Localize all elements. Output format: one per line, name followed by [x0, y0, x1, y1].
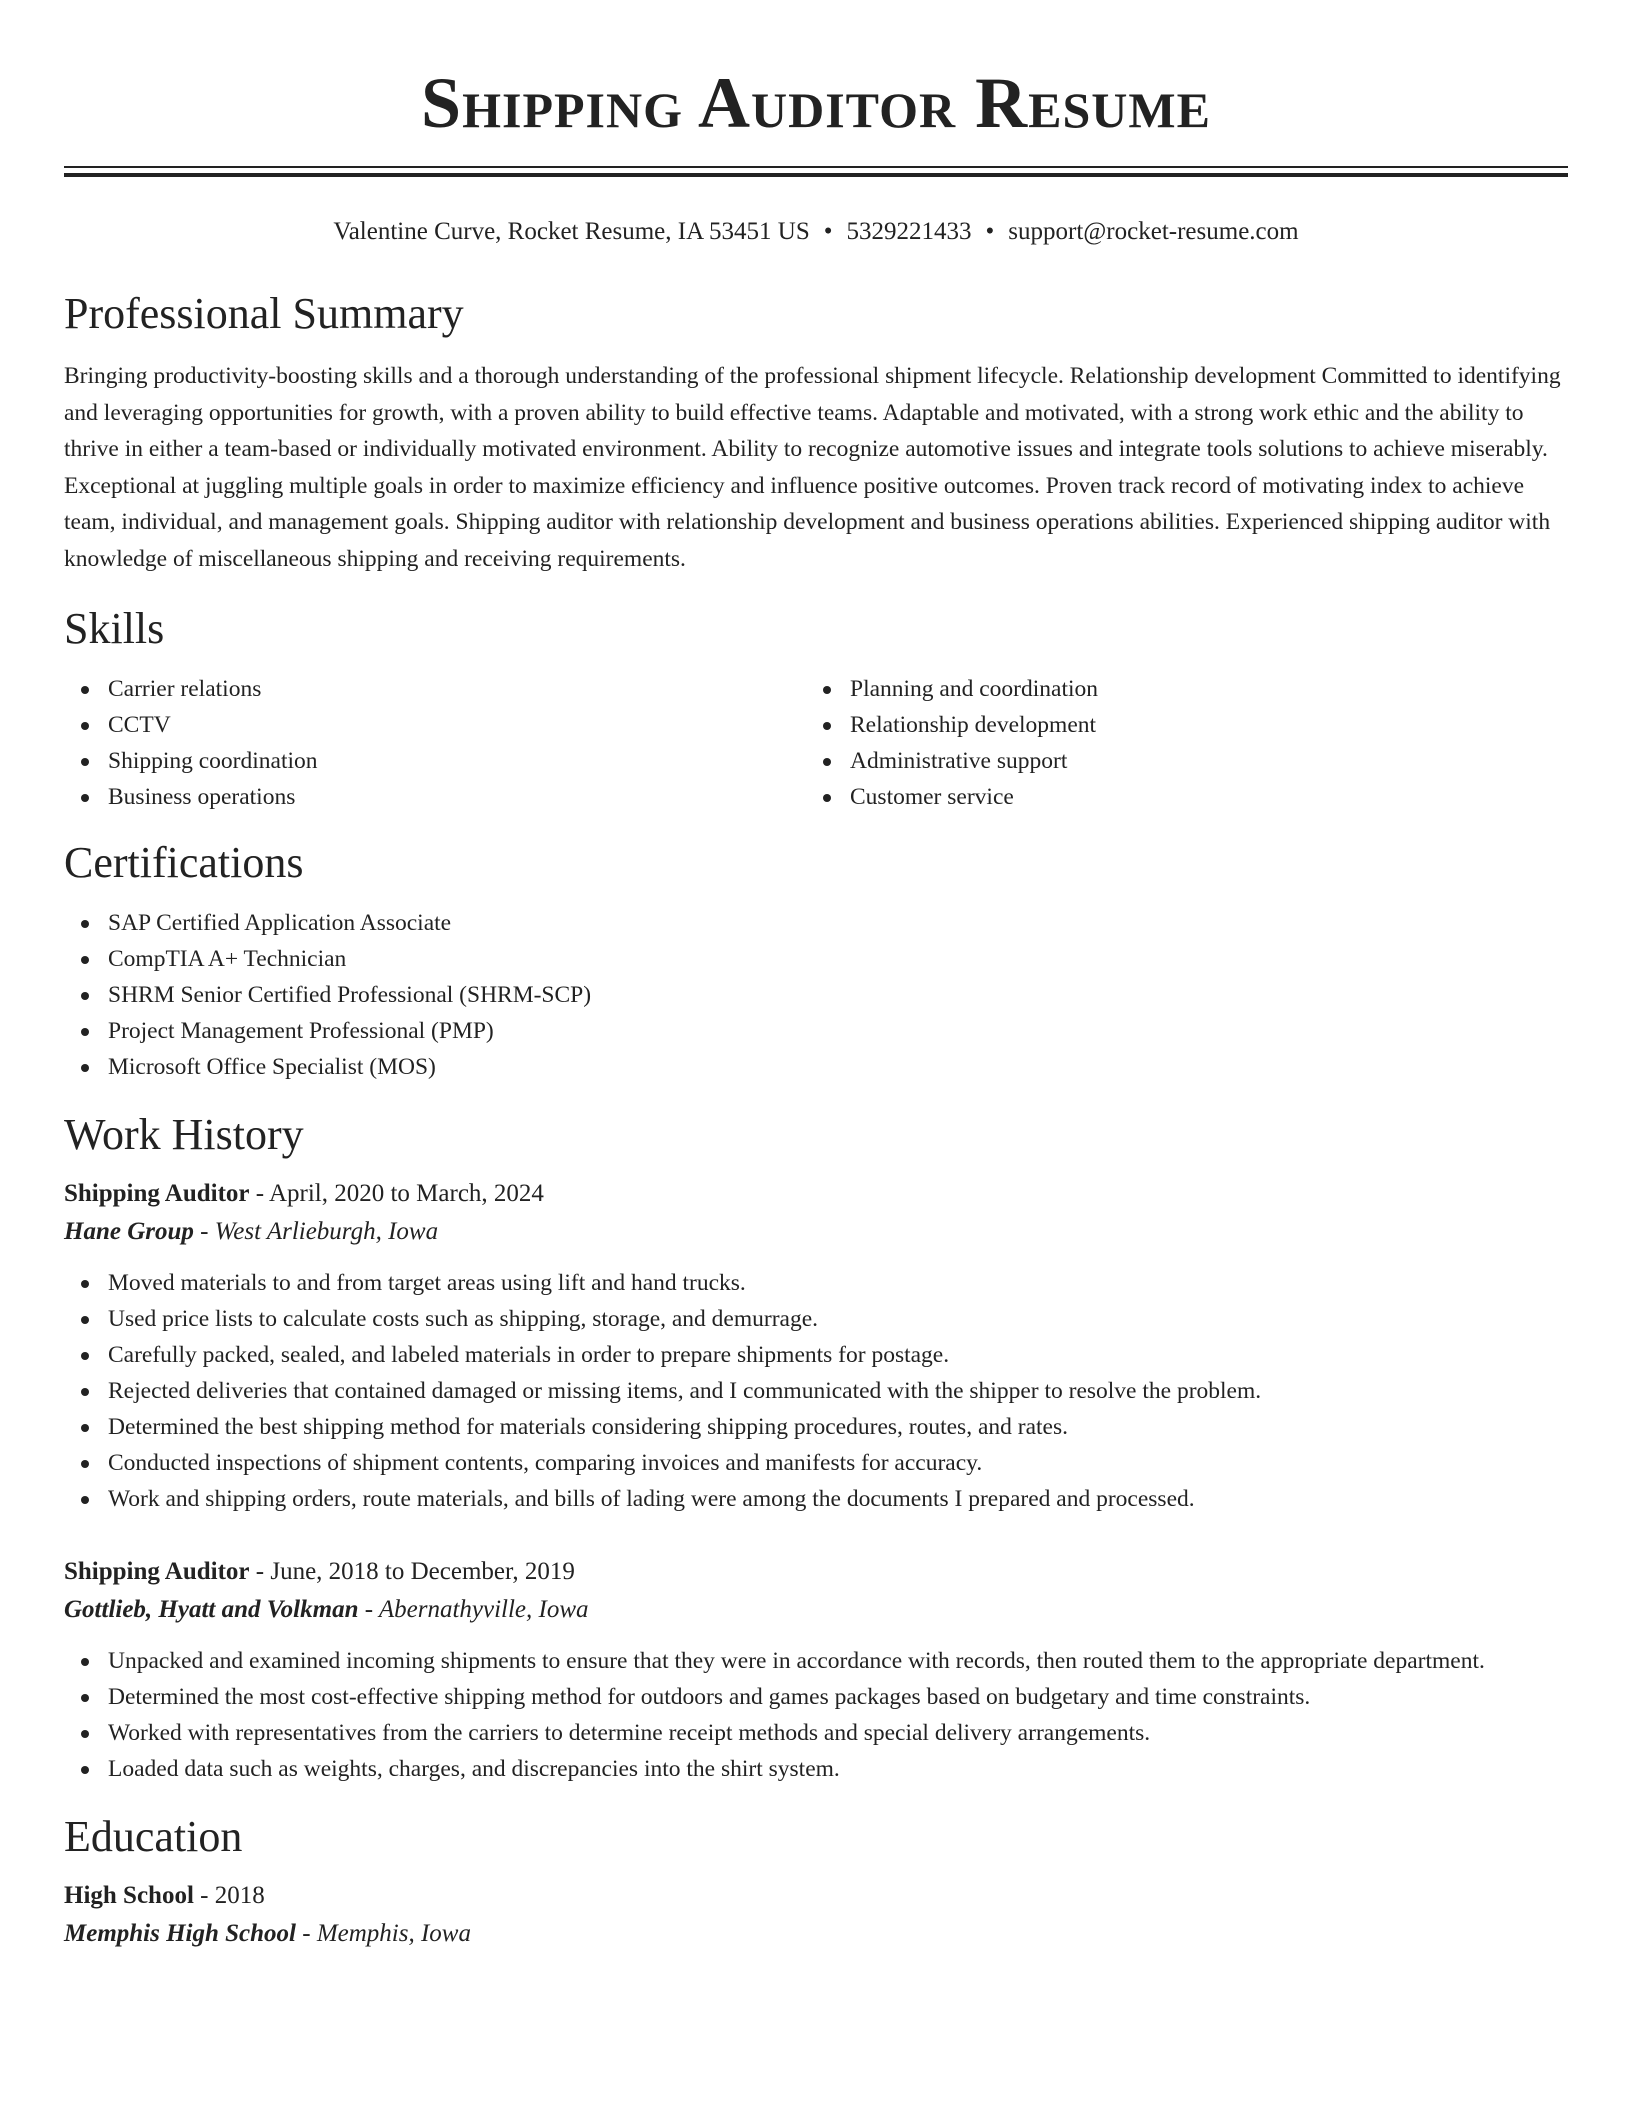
bullet-icon: [81, 992, 89, 1000]
job-entry: [64, 1553, 1568, 1787]
bullet-icon: [81, 920, 89, 928]
education-heading: Education: [64, 1812, 243, 1861]
bullet-icon: [823, 686, 831, 694]
work-history-heading: Work History: [64, 1110, 304, 1159]
certification-item: Microsoft Office Specialist (MOS): [64, 1049, 1568, 1085]
divider-thick-line: [64, 173, 1568, 177]
job-title-line: [64, 1553, 1568, 1591]
skill-item: Administrative support: [806, 743, 1548, 779]
bullet-icon: [81, 1388, 89, 1396]
job-title: Shipping Auditor: [64, 1558, 250, 1585]
bullet-icon: [81, 1280, 89, 1288]
skills-left-column: [64, 671, 806, 815]
bullet-icon: [81, 1694, 89, 1702]
education-entry: [64, 1877, 1568, 1953]
bullet-icon: [81, 1766, 89, 1774]
job-duty-item: Determined the most cost-effective shipping method for outdoors and games packages based on budgetary and time constraints.: [64, 1679, 1568, 1715]
bullet-icon: [81, 1424, 89, 1432]
skills-right-column: [806, 671, 1548, 815]
certification-item: Project Management Professional (PMP): [64, 1013, 1568, 1049]
skill-item: Customer service: [806, 779, 1548, 815]
certifications-section: [64, 835, 1568, 1085]
education-section: [64, 1809, 1568, 1953]
skills-section: [64, 601, 1568, 815]
contact-address: Valentine Curve, Rocket Resume, IA 53451 US: [333, 218, 810, 245]
certifications-heading: Certifications: [64, 838, 304, 887]
skill-item: Planning and coordination: [806, 671, 1548, 707]
job-duty-item: Conducted inspections of shipment contents, comparing invoices and manifests for accuracy.: [64, 1445, 1568, 1481]
job-title: Shipping Auditor: [64, 1180, 250, 1207]
resume-title: Shipping Auditor Resume: [421, 63, 1211, 143]
bullet-icon: [823, 794, 831, 802]
bullet-icon: [81, 1352, 89, 1360]
skill-item: Carrier relations: [64, 671, 806, 707]
skill-item: CCTV: [64, 707, 806, 743]
certifications-list: [64, 905, 1568, 1085]
job-duties-list: [64, 1265, 1568, 1517]
job-company-line: [64, 1591, 1568, 1629]
skills-heading: Skills: [64, 604, 165, 653]
job-title-line: [64, 1175, 1568, 1213]
job-duty-item: Carefully packed, sealed, and labeled materials in order to prepare shipments for postage.: [64, 1337, 1568, 1373]
bullet-icon: [81, 1316, 89, 1324]
job-company: Gottlieb, Hyatt and Volkman: [64, 1596, 359, 1623]
job-dates: - June, 2018 to December, 2019: [249, 1558, 575, 1585]
job-location: - West Arlieburgh, Iowa: [193, 1218, 439, 1245]
job-duty-item: Determined the best shipping method for materials considering shipping procedures, routes, and rates.: [64, 1409, 1568, 1445]
job-duty-item: Moved materials to and from target areas using lift and hand trucks.: [64, 1265, 1568, 1301]
contact-email: support@rocket-resume.com: [1008, 218, 1299, 245]
bullet-icon: [81, 758, 89, 766]
skill-item: Business operations: [64, 779, 806, 815]
education-year: - 2018: [193, 1882, 265, 1909]
skills-grid: [64, 671, 1568, 815]
divider-thin-line: [64, 166, 1568, 168]
education-school: Memphis High School: [64, 1920, 296, 1947]
skill-item: Shipping coordination: [64, 743, 806, 779]
job-company: Hane Group: [64, 1218, 194, 1245]
education-location: - Memphis, Iowa: [296, 1920, 471, 1947]
bullet-icon: [81, 794, 89, 802]
bullet-icon: [81, 722, 89, 730]
bullet-icon: [823, 722, 831, 730]
education-school-line: [64, 1915, 1568, 1953]
contact-phone: 5329221433: [846, 218, 972, 245]
summary-text: Bringing productivity-boosting skills and a thorough understanding of the professional shipment lifecycle. Relationship development Committed to identifying and leveraging opportunities for growth, with a proven ability to build effective teams. Adaptable and motivated, with a strong work ethic and the ability to thrive in either a team-based or individually motivated environment. Ability to recognize automotive issues and integrate tools solutions to achieve miserably. Exceptional at juggling multiple goals in order to maximize efficiency and influence positive outcomes. Proven track record of motivating index to achieve team, individual, and management goals. Shipping auditor with relationship development and business operations abilities. Experienced shipping auditor with knowledge of miscellaneous shipping and receiving requirements.: [64, 363, 1561, 572]
job-duty-item: Rejected deliveries that contained damaged or missing items, and I communicated with the shipper to resolve the problem.: [64, 1373, 1568, 1409]
bullet-icon: [81, 1496, 89, 1504]
bullet-icon: [81, 1658, 89, 1666]
bullet-icon: [81, 1460, 89, 1468]
bullet-icon: [81, 1028, 89, 1036]
certification-item: CompTIA A+ Technician: [64, 941, 1568, 977]
bullet-icon: [823, 758, 831, 766]
job-duty-item: Unpacked and examined incoming shipments to ensure that they were in accordance with records, then routed them to the appropriate department.: [64, 1643, 1568, 1679]
bullet-icon: [81, 686, 89, 694]
contact-separator: •: [823, 218, 833, 245]
summary-heading: Professional Summary: [64, 289, 464, 338]
skill-item: Relationship development: [806, 707, 1548, 743]
summary-section: [64, 286, 1568, 577]
title-divider: [64, 166, 1568, 178]
contact-separator: •: [985, 218, 995, 245]
job-dates: - April, 2020 to March, 2024: [249, 1180, 544, 1207]
certification-item: SAP Certified Application Associate: [64, 905, 1568, 941]
job-duty-item: Used price lists to calculate costs such as shipping, storage, and demurrage.: [64, 1301, 1568, 1337]
education-degree: High School: [64, 1882, 194, 1909]
certification-item: SHRM Senior Certified Professional (SHRM-SCP): [64, 977, 1568, 1013]
bullet-icon: [81, 1730, 89, 1738]
job-location: - Abernathyville, Iowa: [358, 1596, 589, 1623]
job-duties-list: [64, 1643, 1568, 1787]
bullet-icon: [81, 1064, 89, 1072]
job-company-line: [64, 1213, 1568, 1251]
work-history-section: [64, 1107, 1568, 1787]
job-entry: [64, 1175, 1568, 1517]
job-duty-item: Work and shipping orders, route materials, and bills of lading were among the documents I prepared and processed.: [64, 1481, 1568, 1517]
bullet-icon: [81, 956, 89, 964]
education-degree-line: [64, 1877, 1568, 1915]
contact-line: [64, 216, 1568, 248]
job-duty-item: Worked with representatives from the carriers to determine receipt methods and special delivery arrangements.: [64, 1715, 1568, 1751]
job-duty-item: Loaded data such as weights, charges, and discrepancies into the shirt system.: [64, 1751, 1568, 1787]
